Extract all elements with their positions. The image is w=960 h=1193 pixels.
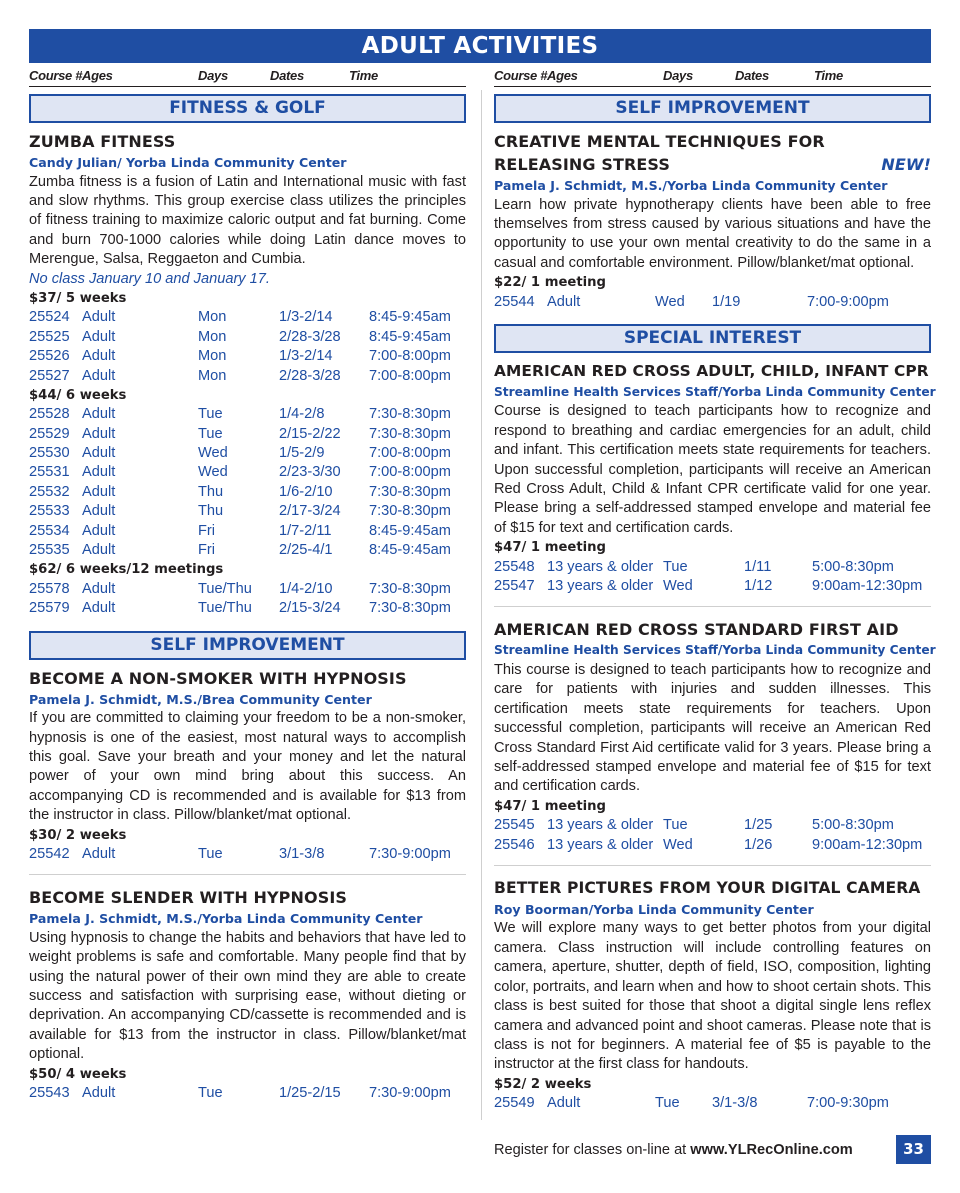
row-ages: Adult — [82, 522, 116, 539]
row-dates: 2/17-3/24 — [279, 503, 341, 520]
row-days: Mon — [198, 367, 227, 384]
schedule-row — [494, 816, 931, 835]
schedule-row — [29, 328, 466, 347]
row-time: 7:00-9:00pm — [807, 293, 889, 310]
left-column — [29, 94, 466, 1104]
course-title: BETTER PICTURES FROM YOUR DIGITAL CAMERA — [494, 878, 921, 897]
course-description: Learn how private hypnotherapy clients have been able to free themselves from stress caused by various situations and have the opportunity to use your own mental creativity to do the same in a casual and comfortable environment. Pillow/blanket/mat optional. — [494, 196, 931, 271]
schedule-row — [29, 541, 466, 560]
column-headers-rule-right — [494, 86, 931, 87]
row-ages: Adult — [82, 1085, 116, 1102]
row-days: Tue/Thu — [198, 580, 252, 597]
course-title: AMERICAN RED CROSS STANDARD FIRST AID — [494, 620, 899, 640]
row-dates: 1/25-2/15 — [279, 1085, 341, 1102]
row-dates: 3/1-3/8 — [279, 845, 325, 862]
row-time: 7:00-8:00pm — [369, 367, 451, 384]
row-dates: 1/19 — [712, 293, 741, 310]
row-time: 7:30-8:30pm — [369, 425, 451, 442]
row-days: Tue/Thu — [198, 600, 252, 617]
schedule-row — [29, 483, 466, 502]
schedule-row — [29, 599, 466, 618]
row-course-number: 25533 — [29, 503, 70, 520]
row-ages: Adult — [82, 464, 116, 481]
course-instructor: Pamela J. Schmidt, M.S./Yorba Linda Community Center — [494, 178, 888, 193]
course-instructor: Streamline Health Services Staff/Yorba Linda Community Center — [494, 643, 936, 658]
row-course-number: 25578 — [29, 580, 70, 597]
row-time: 7:00-8:00pm — [369, 348, 451, 365]
course-title-line2 — [494, 153, 931, 176]
row-ages: Adult — [82, 425, 116, 442]
row-time: 7:30-9:00pm — [369, 1085, 451, 1102]
row-dates: 2/23-3/30 — [279, 464, 341, 481]
course-price: $50/ 4 weeks — [29, 1066, 127, 1082]
row-ages: 13 years & older — [547, 558, 654, 575]
row-dates: 1/12 — [744, 578, 773, 595]
row-dates: 2/15-2/22 — [279, 425, 341, 442]
row-course-number: 25544 — [494, 293, 535, 310]
course-title: BECOME A NON-SMOKER WITH HYPNOSIS — [29, 668, 407, 688]
schedule-rows — [494, 558, 931, 597]
row-time: 8:45-9:45am — [369, 309, 451, 326]
schedule-row — [29, 347, 466, 366]
row-ages: Adult — [82, 309, 116, 326]
schedule-row — [29, 308, 466, 327]
row-days: Mon — [198, 309, 227, 326]
row-course-number: 25527 — [29, 367, 70, 384]
row-ages: Adult — [82, 348, 116, 365]
schedule-row — [494, 836, 931, 855]
row-course-number: 25531 — [29, 464, 70, 481]
row-dates: 1/6-2/10 — [279, 483, 333, 500]
course-cpr — [494, 360, 936, 597]
column-divider — [481, 90, 482, 1120]
row-time: 7:00-9:30pm — [807, 1095, 889, 1112]
row-days: Tue — [198, 845, 223, 862]
row-dates: 1/3-2/14 — [279, 309, 333, 326]
row-ages: Adult — [82, 367, 116, 384]
row-ages: Adult — [82, 600, 116, 617]
col-days: Days — [198, 68, 228, 83]
row-dates: 2/28-3/28 — [279, 367, 341, 384]
row-ages: Adult — [82, 406, 116, 423]
row-days: Wed — [198, 445, 228, 462]
schedule-rows — [494, 293, 931, 312]
course-price: $30/ 2 weeks — [29, 827, 127, 843]
row-time: 8:45-9:45am — [369, 328, 451, 345]
row-dates: 1/25 — [744, 817, 773, 834]
schedule-row — [494, 1094, 931, 1113]
row-time: 5:00-8:30pm — [812, 817, 894, 834]
row-days: Fri — [198, 522, 216, 539]
course-description: If you are committed to claiming your freedom to be a non-smoker, hypnosis is one of the easiest, most natural ways to accomplish this goal. Save your breath and your money and let the natural power of your own mind bring about this success. An accompanying CD is recommended and is available for $13 from the instructor in class. Pillow/blanket/mat optional. — [29, 710, 466, 824]
row-days: Tue — [198, 425, 223, 442]
row-days: Thu — [198, 483, 224, 500]
row-days: Thu — [198, 503, 224, 520]
row-dates: 3/1-3/8 — [712, 1095, 758, 1112]
col-time: Time — [814, 68, 843, 83]
row-dates: 2/25-4/1 — [279, 542, 333, 559]
course-instructor: Pamela J. Schmidt, M.S./Yorba Linda Community Center — [29, 911, 423, 927]
row-time: 8:45-9:45am — [369, 542, 451, 559]
row-course-number: 25529 — [29, 425, 70, 442]
course-description: This course is designed to teach participants how to recognize and care for patients with injuries and sudden illnesses. This certification meets state requirements for teachers. Upon successful completion, participants will receive an American Red Cross Standard First Aid certificate valid for 3 years. Please bring a self-addressed stamped envelope and material fee of $15 for text and certification cards. — [494, 661, 931, 795]
row-course-number: 25547 — [494, 578, 535, 595]
course-title-line1: CREATIVE MENTAL TECHNIQUES FOR — [494, 132, 825, 151]
row-course-number: 25535 — [29, 542, 70, 559]
row-ages: Adult — [547, 293, 581, 310]
row-time: 7:00-8:00pm — [369, 445, 451, 462]
course-price: $37/ 5 weeks — [29, 290, 127, 306]
row-ages: Adult — [82, 542, 116, 559]
course-nonsmoker — [29, 667, 466, 865]
row-time: 9:00am-12:30pm — [812, 836, 923, 853]
row-days: Tue — [198, 406, 223, 423]
row-ages: 13 years & older — [547, 836, 654, 853]
row-dates: 2/15-3/24 — [279, 600, 341, 617]
page-banner: ADULT ACTIVITIES — [29, 29, 931, 63]
course-description: Course is designed to teach participants how to recognize and respond to breathing and cardiac emergencies for an adult, child and infant. This certification meets state requirements for teachers. Upon successful completion, participants will receive an American Red Cross Adult, Child & Infant CPR certificate valid for one year. Please bring a self-addressed stamped envelope and material fee of $15 for text and certification cards. — [494, 403, 931, 536]
schedule-row — [494, 558, 931, 577]
schedule-row — [29, 405, 466, 424]
row-course-number: 25526 — [29, 348, 70, 365]
schedule-row — [29, 522, 466, 541]
row-dates: 1/7-2/11 — [279, 522, 332, 539]
section-header-fitness: FITNESS & GOLF — [29, 94, 466, 123]
row-days: Tue — [655, 1095, 680, 1112]
row-course-number: 25546 — [494, 836, 535, 853]
row-days: Wed — [663, 836, 693, 853]
row-days: Tue — [663, 817, 688, 834]
schedule-row — [29, 845, 466, 864]
row-ages: Adult — [82, 845, 116, 862]
course-title: ZUMBA FITNESS — [29, 132, 176, 151]
course-title-text: RELEASING STRESS — [494, 155, 670, 174]
schedule-row — [29, 463, 466, 482]
section-header-self-improvement: SELF IMPROVEMENT — [29, 631, 466, 660]
row-time: 7:30-8:30pm — [369, 503, 451, 520]
schedule-rows — [29, 845, 466, 864]
footer-url-link[interactable]: www.YLRecOnline.com — [690, 1142, 853, 1158]
col-ages: Ages — [82, 68, 113, 83]
row-course-number: 25542 — [29, 845, 70, 862]
row-time: 7:30-8:30pm — [369, 600, 451, 617]
row-course-number: 25525 — [29, 328, 70, 345]
schedule-row — [29, 425, 466, 444]
column-headers-rule-left — [29, 86, 466, 87]
course-instructor: Candy Julian/ Yorba Linda Community Center — [29, 155, 347, 170]
row-course-number: 25545 — [494, 817, 535, 834]
row-course-number: 25534 — [29, 522, 70, 539]
row-ages: 13 years & older — [547, 817, 654, 834]
course-price: $22/ 1 meeting — [494, 275, 606, 291]
course-instructor: Pamela J. Schmidt, M.S./Brea Community Center — [29, 691, 372, 707]
row-time: 7:30-8:30pm — [369, 406, 451, 423]
row-ages: Adult — [82, 503, 116, 520]
col-course: Course # — [29, 68, 83, 83]
schedule-groups — [29, 289, 466, 619]
row-days: Mon — [198, 348, 227, 365]
page-number: 33 — [896, 1135, 931, 1164]
schedule-rows — [29, 1084, 466, 1103]
schedule-row — [29, 580, 466, 599]
section-header-self-improvement: SELF IMPROVEMENT — [494, 94, 931, 123]
row-course-number: 25530 — [29, 445, 70, 462]
course-title: AMERICAN RED CROSS ADULT, CHILD, INFANT CPR — [494, 361, 929, 380]
row-ages: Adult — [547, 1095, 581, 1112]
row-time: 5:00-8:30pm — [812, 558, 894, 575]
schedule-rows — [494, 1094, 931, 1113]
schedule-row — [494, 293, 931, 312]
course-price: $47/ 1 meeting — [494, 540, 606, 556]
right-column — [494, 94, 936, 1114]
col-dates: Dates — [735, 68, 769, 83]
schedule-row — [494, 577, 931, 596]
row-days: Wed — [655, 293, 685, 310]
footer-register — [494, 1141, 853, 1159]
row-dates: 1/3-2/14 — [279, 348, 333, 365]
column-headers-left — [29, 68, 466, 86]
row-time: 7:30-8:30pm — [369, 580, 451, 597]
schedule-row — [29, 502, 466, 521]
row-time: 9:00am-12:30pm — [812, 578, 923, 595]
row-dates: 2/28-3/28 — [279, 328, 341, 345]
course-description: Using hypnosis to change the habits and behaviors that have led to weight problems is safe and comfortable. Many people find that by using the natural power of their own mind they are able to create success and satisfaction with surprising ease, without dieting or deprivation. An accompanying CD/cassette is recommended and is available for $13 from the instructor in class. Pillow/blanket/mat optional. — [29, 929, 466, 1063]
course-price: $44/ 6 weeks — [29, 387, 127, 403]
row-ages: Adult — [82, 445, 116, 462]
row-course-number: 25532 — [29, 483, 70, 500]
course-title: BECOME SLENDER WITH HYPNOSIS — [29, 888, 348, 908]
col-days: Days — [663, 68, 693, 83]
row-course-number: 25548 — [494, 558, 535, 575]
col-course: Course # — [494, 68, 548, 83]
row-days: Mon — [198, 328, 227, 345]
course-instructor: Streamline Health Services Staff/Yorba Linda Community Center — [494, 384, 936, 399]
course-digital-camera — [494, 877, 931, 1114]
course-slender — [29, 886, 466, 1103]
row-time: 7:00-8:00pm — [369, 464, 451, 481]
row-ages: 13 years & older — [547, 578, 654, 595]
row-days: Wed — [198, 464, 228, 481]
row-course-number: 25579 — [29, 600, 70, 617]
schedule-row — [29, 444, 466, 463]
section-header-special-interest: SPECIAL INTEREST — [494, 324, 931, 353]
course-separator — [494, 606, 931, 607]
course-price: $47/ 1 meeting — [494, 798, 606, 814]
row-dates: 1/26 — [744, 836, 773, 853]
course-separator — [494, 865, 931, 866]
course-first-aid — [494, 618, 936, 855]
row-course-number: 25528 — [29, 406, 70, 423]
row-days: Tue — [663, 558, 688, 575]
course-note: No class January 10 and January 17. — [29, 270, 270, 287]
course-description: We will explore many ways to get better photos from your digital camera. Class instruction will include controlling features on camera, aperture, shutter, depth of field, ISO, composition, lighting color, portraits, and learn when and how to shoot certain shots. This class is best suited for those that shoot a digital single lens reflex camera and advanced point and shoot cameras. Please note that is class is not for beginners. A material fee of $5 is payable to the instructor at the first class for handouts. — [494, 920, 931, 1073]
row-dates: 1/4-2/10 — [279, 580, 333, 597]
course-instructor: Roy Boorman/Yorba Linda Community Center — [494, 901, 814, 917]
course-description: Zumba fitness is a fusion of Latin and International music with fast and slow rhythms. This group exercise class utilizes the principles of fitness training to maximize caloric output and fat burning. Come and burn 700-1000 calories while doing Latin dance moves to Merengue, Salsa, Reggaeton and Cumbia. — [29, 173, 466, 268]
row-days: Fri — [198, 542, 216, 559]
row-course-number: 25524 — [29, 309, 70, 326]
row-dates: 1/11 — [744, 558, 772, 575]
new-badge: NEW! — [881, 155, 931, 174]
course-zumba — [29, 130, 466, 619]
row-time: 8:45-9:45am — [369, 522, 451, 539]
col-ages: Ages — [547, 68, 578, 83]
schedule-rows — [494, 816, 931, 855]
row-time: 7:30-9:00pm — [369, 845, 451, 862]
course-price: $62/ 6 weeks/12 meetings — [29, 562, 224, 578]
schedule-row — [29, 1084, 466, 1103]
column-headers-right — [494, 68, 931, 86]
course-price: $52/ 2 weeks — [494, 1076, 592, 1092]
row-dates: 1/5-2/9 — [279, 445, 325, 462]
course-separator — [29, 874, 466, 875]
row-ages: Adult — [82, 580, 116, 597]
schedule-row — [29, 367, 466, 386]
row-dates: 1/4-2/8 — [279, 406, 325, 423]
row-course-number: 25543 — [29, 1085, 70, 1102]
col-time: Time — [349, 68, 378, 83]
col-dates: Dates — [270, 68, 304, 83]
row-course-number: 25549 — [494, 1095, 535, 1112]
course-creative-mental — [494, 130, 931, 312]
row-days: Wed — [663, 578, 693, 595]
row-days: Tue — [198, 1085, 223, 1102]
row-time: 7:30-8:30pm — [369, 483, 451, 500]
footer-prefix: Register for classes on-line at — [494, 1142, 691, 1158]
row-ages: Adult — [82, 328, 116, 345]
row-ages: Adult — [82, 483, 116, 500]
